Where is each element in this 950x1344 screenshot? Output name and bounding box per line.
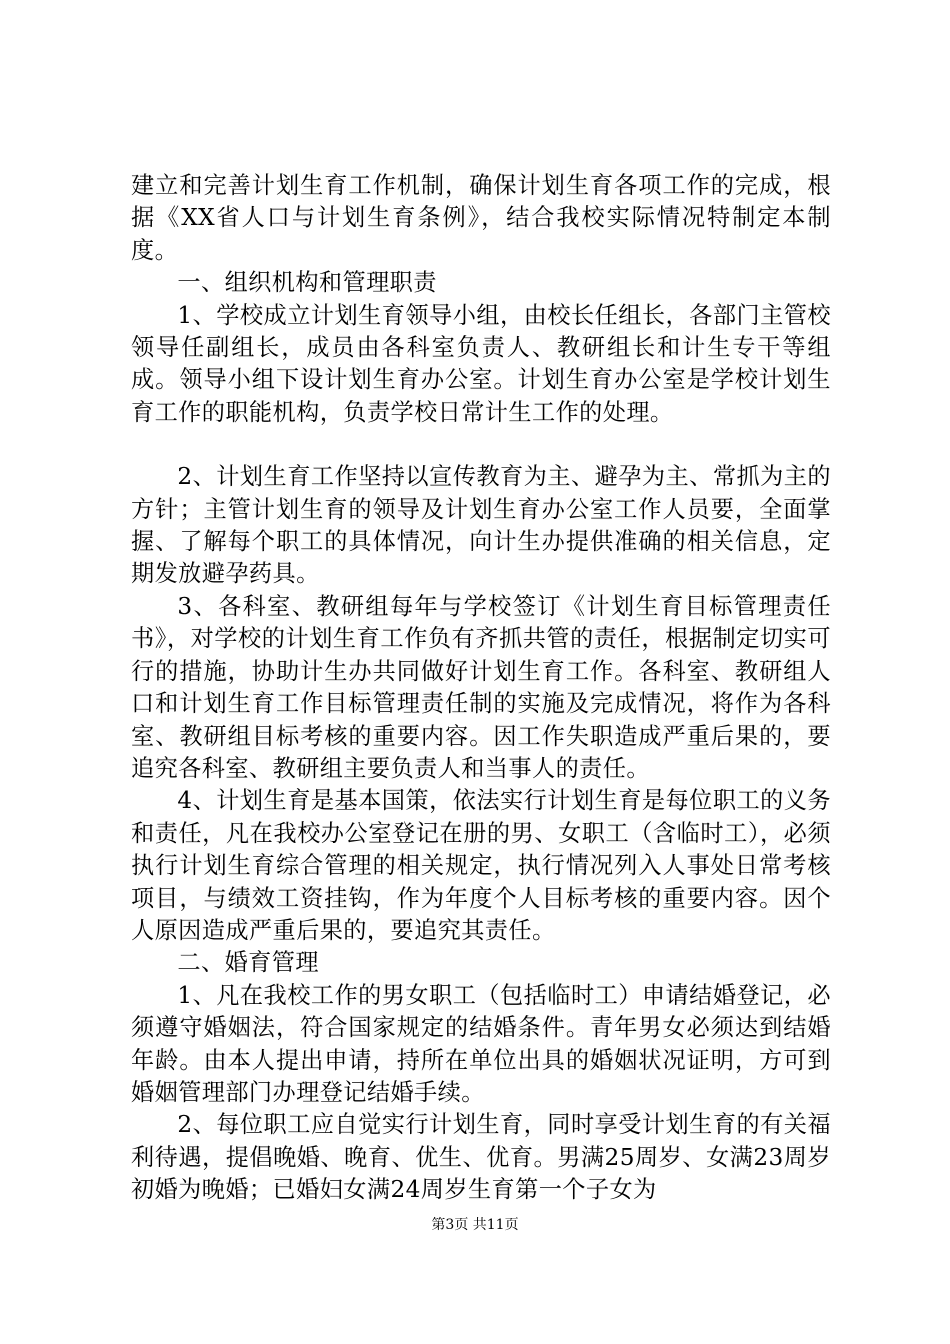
paragraph-marriage-2: 2、每位职工应自觉实行计划生育，同时享受计划生育的有关福利待遇，提倡晚婚、晚育、优生、优育。男满25周岁、女满23周岁初婚为晚婚；已婚妇女满24周岁生育第一个子女为 — [131, 1111, 831, 1204]
page-number-footer: 第3页 共11页 — [431, 1217, 519, 1233]
paragraph-org-1: 1、学校成立计划生育领导小组，由校长任组长，各部门主管校领导任副组长，成员由各科室负责人、教研组长和计生专干等组成。领导小组下设计划生育办公室。计划生育办公室是学校计划生育工作的职能机构，负责学校日常计生工作的处理。 — [131, 301, 831, 426]
paragraph-org-4: 4、计划生育是基本国策，依法实行计划生育是每位职工的义务和责任，凡在我校办公室登记在册的男、女职工（含临时工），必须执行计划生育综合管理的相关规定，执行情况列入人事处日常考核项目，与绩效工资挂钩，作为年度个人目标考核的重要内容。因个人原因造成严重后果的，要追究其责任。 — [131, 787, 831, 944]
paragraph-org-3: 3、各科室、教研组每年与学校签订《计划生育目标管理责任书》，对学校的计划生育工作负有齐抓共管的责任，根据制定切实可行的措施，协助计生办共同做好计划生育工作。各科室、教研组人口和计划生育工作目标管理责任制的实施及完成情况，将作为各科室、教研组目标考核的重要内容。因工作失职造成严重后果的，要追究各科室、教研组主要负责人和当事人的责任。 — [131, 592, 831, 782]
paragraph-intro: 建立和完善计划生育工作机制，确保计划生育各项工作的完成，根据《XX省人口与计划生育条例》，结合我校实际情况特制定本制度。 — [131, 172, 831, 264]
document-body — [131, 170, 831, 1207]
section-heading-organization: 一、组织机构和管理职责 — [177, 269, 437, 297]
paragraph-org-2: 2、计划生育工作坚持以宣传教育为主、避孕为主、常抓为主的方针；主管计划生育的领导及计划生育办公室工作人员要，全面掌握、了解每个职工的具体情况，向计生办提供准确的相关信息，定期发放避孕药具。 — [131, 463, 831, 588]
paragraph-marriage-1: 1、凡在我校工作的男女职工（包括临时工）申请结婚登记，必须遵守婚姻法，符合国家规定的结婚条件。青年男女必须达到结婚年龄。由本人提出申请，持所在单位出具的婚姻状况证明，方可到婚姻管理部门办理登记结婚手续。 — [131, 981, 831, 1106]
section-heading-marriage: 二、婚育管理 — [177, 949, 319, 977]
